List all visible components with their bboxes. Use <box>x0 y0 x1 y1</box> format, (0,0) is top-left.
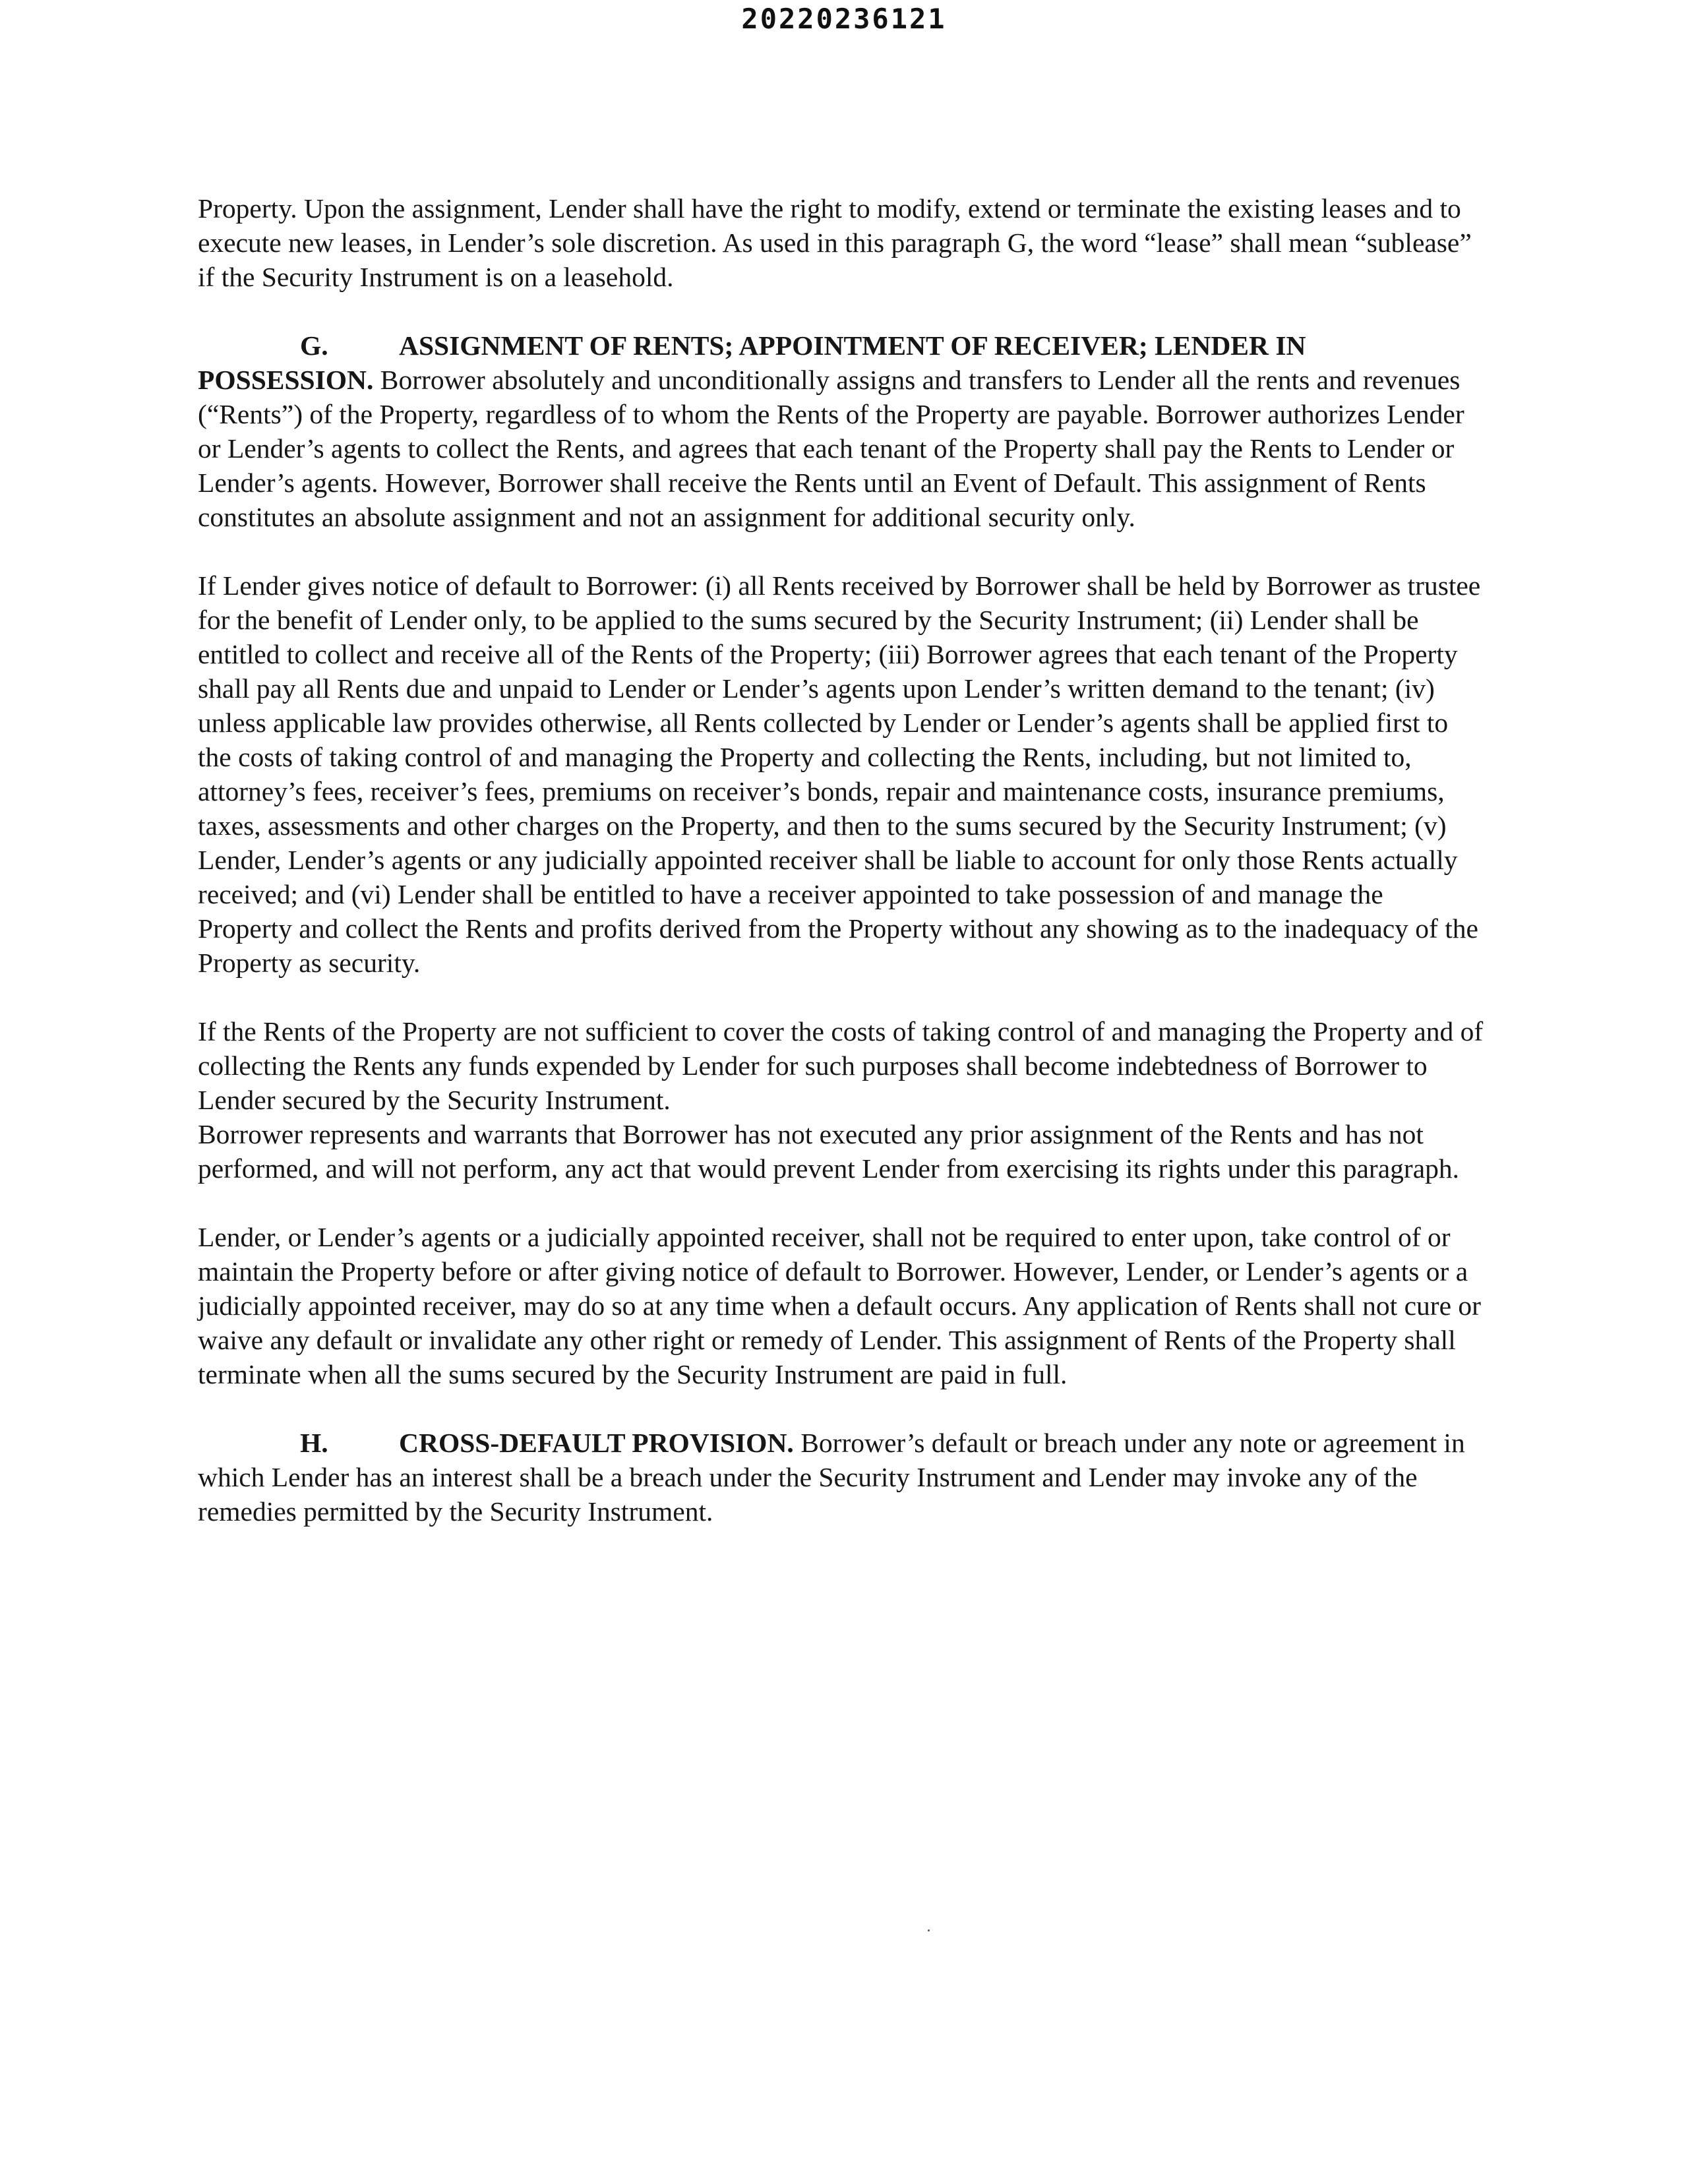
section-h-text: Borrower’s default or breach under any note or agreement in which Lender has an interest shall be a breach under the Security Instrument and Lender may invoke any of the remedies permitted by the Security Instrument. <box>198 1428 1465 1527</box>
paragraph-borrower-warranties: Borrower represents and warrants that Borrower has not executed any prior assignment of the Rents and has not performed, and will not perform, any act that would prevent Lender from exercising its rights under this paragraph. <box>198 1119 1460 1184</box>
document-body <box>198 191 1484 1563</box>
paragraph-notice-of-default: If Lender gives notice of default to Borrower: (i) all Rents received by Borrower shall be held by Borrower as trustee for the benefit of Lender only, to be applied to the sums secured by the Security Instrument; (ii) Lender shall be entitled to collect and receive all of the Rents of the Property; (iii) Borrower agrees that each tenant of the Property shall pay all Rents due and unpaid to Lender or Lender’s agents upon Lender’s written demand to the tenant; (iv) unless applicable law provides otherwise, all Rents collected by Lender or Lender’s agents shall be applied first to the costs of taking control of and managing the Property and collecting the Rents, including, but not limited to, attorney’s fees, receiver’s fees, premiums on receiver’s bonds, repair and maintenance costs, insurance premiums, taxes, assessments and other charges on the Property, and then to the sums secured by the Security Instrument; (v) Lender, Lender’s agents or any judicially appointed receiver shall be liable to account for only those Rents actually received; and (vi) Lender shall be entitled to have a receiver appointed to take possession of and manage the Property and collect the Rents and profits derived from the Property without any showing as to the inadequacy of the Property as security. <box>198 570 1481 978</box>
paragraph-lease-assignment: Property. Upon the assignment, Lender shall have the right to modify, extend or terminate the existing leases and to execute new leases, in Lender’s sole discretion. As used in this paragraph G, the word “lease” shall mean “sublease” if the Security Instrument is on a leasehold. <box>198 193 1472 292</box>
section-h-indent <box>198 1428 300 1458</box>
scan-speck <box>928 1929 930 1931</box>
section-g <box>198 328 1484 534</box>
section-h-title: CROSS-DEFAULT PROVISION. <box>399 1428 794 1458</box>
paragraph-rents-insufficient: If the Rents of the Property are not sufficient to cover the costs of taking control of and managing the Property and of collecting the Rents any funds expended by Lender for such purposes shall become indebtedness of Borrower to Lender secured by the Security Instrument. <box>198 1016 1484 1115</box>
section-g-letter: G. <box>300 330 328 361</box>
section-g-indent <box>198 330 300 361</box>
paragraph-receiver-rights: Lender, or Lender’s agents or a judicially appointed receiver, shall not be required to enter upon, take control of or maintain the Property before or after giving notice of default to Borrower. However, Lender, or Lender’s agents or a judicially appointed receiver, may do so at any time when a default occurs. Any application of Rents shall not cure or waive any default or invalidate any other right or remedy of Lender. This assignment of Rents of the Property shall terminate when all the sums secured by the Security Instrument are paid in full. <box>198 1222 1481 1389</box>
section-h <box>198 1426 1484 1529</box>
section-g-text: Borrower absolutely and unconditionally assigns and transfers to Lender all the rents and revenues (“Rents”) of the Property, regardless of to whom the Rents of the Property are payable. Borrower authorizes Lender or Lender’s agents to collect the Rents, and agrees that each tenant of the Property shall pay the Rents to Lender or Lender’s agents. However, Borrower shall receive the Rents until an Event of Default. This assignment of Rents constitutes an absolute assignment and not an assignment for additional security only. <box>198 365 1464 532</box>
document-number: 20220236121 <box>741 3 947 35</box>
section-h-letter: H. <box>300 1428 328 1458</box>
section-g-title: ASSIGNMENT OF RENTS; APPOINTMENT OF RECEIVER; LENDER IN POSSESSION. <box>198 330 1306 395</box>
